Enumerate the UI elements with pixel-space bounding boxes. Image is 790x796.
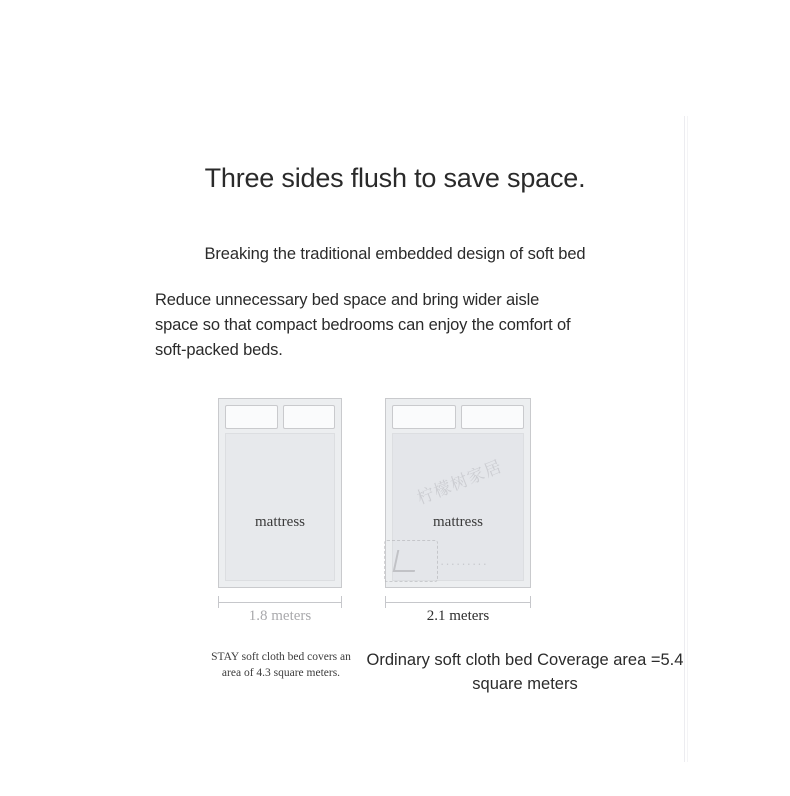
bed-diagram-stay xyxy=(218,398,342,588)
width-measure-stay xyxy=(218,596,342,608)
pillow-right xyxy=(283,405,336,429)
mattress-label-stay: mattress xyxy=(255,514,305,530)
measure-line xyxy=(385,602,531,603)
pillow-left xyxy=(392,405,456,429)
mattress-label-ordinary: mattress xyxy=(433,514,483,530)
bed-frame-stay xyxy=(218,398,342,588)
body-paragraph: Reduce unnecessary bed space and bring wider aisle space so that compact bedrooms can enjoy the comfort of soft-packed beds. xyxy=(155,291,571,359)
bed-diagram-ordinary xyxy=(385,398,531,588)
mattress-area-ordinary xyxy=(392,433,524,581)
caption-ordinary: Ordinary soft cloth bed Coverage area =5.4 square meters xyxy=(366,651,684,693)
pillow-left xyxy=(225,405,278,429)
watermark-text: 柠檬树家居 xyxy=(414,456,506,509)
page-title: Three sides flush to save space. xyxy=(204,163,586,193)
caption-stay: STAY soft cloth bed covers an area of 4.3 square meters. xyxy=(211,651,351,679)
pillow-row-ordinary xyxy=(392,405,524,429)
width-label-stay: 1.8 meters xyxy=(248,608,312,624)
pillow-row-stay xyxy=(225,405,335,429)
pillow-right xyxy=(461,405,525,429)
bed-frame-ordinary xyxy=(385,398,531,588)
subheading: Breaking the traditional embedded design of soft bed xyxy=(204,245,586,263)
mattress-area-stay xyxy=(225,433,335,581)
measure-cap-right xyxy=(530,596,531,608)
width-label-ordinary: 2.1 meters xyxy=(426,608,490,624)
width-measure-ordinary xyxy=(385,596,531,608)
measure-line xyxy=(218,602,342,603)
measure-cap-right xyxy=(341,596,342,608)
watermark-dots: ········· xyxy=(440,556,488,571)
